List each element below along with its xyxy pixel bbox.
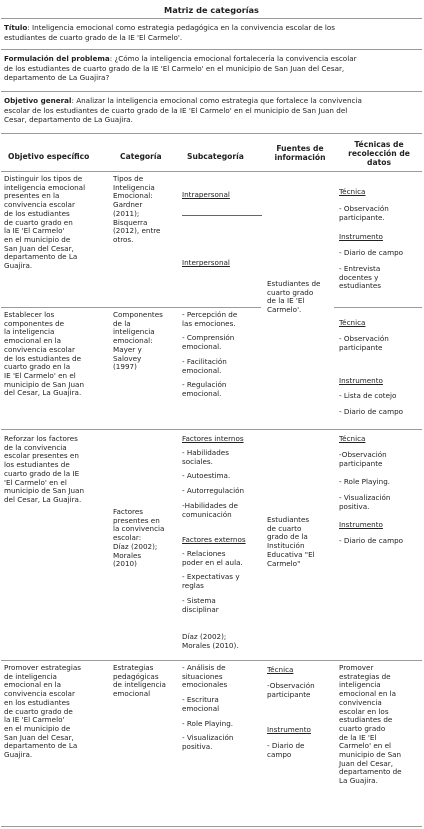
formulacion-problema-line: de los estudiantes de cuarto grado de la IE 'El Carmelo' en el municipio de San Juan del Cesar, <box>4 63 345 73</box>
title-divider <box>1 18 422 19</box>
row3-sub-item: - Relaciones <box>182 549 226 558</box>
row4-objetivo: emocional en la <box>4 680 62 690</box>
row1-objetivo: convivencia escolar <box>4 200 75 210</box>
titulo-label: Título <box>4 23 28 32</box>
fuentes-row3: Institución <box>267 541 305 551</box>
row3-categoria-a: Factores <box>113 507 144 516</box>
row1-categoria: Tipos de <box>113 174 144 183</box>
objetivo-general-divider <box>1 133 422 134</box>
row1-tec-item: estudiantes <box>339 281 382 291</box>
row2-categoria: Componentes <box>113 310 163 319</box>
row1-objetivo: de cuarto grado en <box>4 217 73 227</box>
row1-categoria: Gardner <box>113 200 143 210</box>
row2-sub-item: - Facilitación <box>182 356 227 366</box>
titulo-text: : Inteligencia emocional como estrategia pedagógica en la convivencia escolar de los <box>27 23 336 32</box>
row3-objetivo: Reforzar los factores <box>4 434 78 443</box>
row2-categoria: emocional: <box>113 336 153 346</box>
row1-tec-item: - Entrevista <box>339 264 381 273</box>
row4-objetivo: Promover estrategias <box>4 663 82 672</box>
row2-objetivo: cuarto grado en la <box>4 362 71 372</box>
fuentes-rows-1-2: Estudiantes de <box>267 279 321 288</box>
fuentes-row3: Estudiantes <box>267 515 310 524</box>
objetivo-general-line <box>4 97 362 106</box>
row1-categoria: (2012), entre <box>113 226 161 236</box>
row2-objetivo: convivencia escolar <box>4 344 75 354</box>
fuentes-row3: Educativa "El <box>267 549 315 559</box>
row4-tecnicas: de la IE 'El <box>339 732 377 742</box>
fuentes-row3: de cuarto <box>267 523 302 533</box>
header-tecnicas-recoleccion: recolección de <box>348 149 410 159</box>
row4-fuente-instrumento: Instrumento <box>267 725 311 734</box>
row1-sub-interpersonal: Interpersonal <box>182 258 230 267</box>
row2-categoria: de la <box>113 318 131 328</box>
row4-categoria: pedagógicas <box>113 671 159 681</box>
row4-sub-item: emocional <box>182 703 220 713</box>
row2-categoria: Mayer y <box>113 344 142 354</box>
row3-objetivo: de la convivencia <box>4 442 67 452</box>
row3-sub-item: -Habilidades de <box>182 500 238 510</box>
row4-fuente-item: - Diario de <box>267 741 305 750</box>
row2-objetivo: la inteligencia <box>4 327 55 337</box>
row3-tec-item: positiva. <box>339 501 370 511</box>
fuentes-rows-1-2: cuarto grado <box>267 287 314 297</box>
header-tecnicas-recoleccion: Técnicas de <box>354 140 404 149</box>
row1-objetivo: de los estudiantes <box>4 208 70 218</box>
row1-objetivo: Distinguir los tipos de <box>4 174 83 183</box>
row4-sub-item: - Visualización <box>182 733 234 743</box>
formulacion-problema-line <box>4 55 357 64</box>
row4-tecnicas: Promover <box>339 663 374 672</box>
row4-objetivo: convivencia escolar <box>4 689 75 699</box>
row1-categoria: Emocional: <box>113 191 153 201</box>
row2-categoria: Salovey <box>113 353 142 363</box>
row3-sub-cite: Morales (2010). <box>182 640 239 650</box>
fuentes-row3: Carmelo" <box>267 558 301 568</box>
row1-tec-instrumento: Instrumento <box>339 232 383 241</box>
row2-objetivo: IE 'El Carmelo' en el <box>4 370 76 380</box>
row2-sub-item: emocional. <box>182 365 222 375</box>
row1-sub-separator <box>182 215 262 216</box>
row4-objetivo: Guajira. <box>4 750 33 759</box>
row2-objetivo: componentes de <box>4 318 65 328</box>
titulo-line <box>4 24 335 33</box>
row2-categoria: inteligencia <box>113 327 155 337</box>
row1-objetivo: la IE 'El Carmelo' <box>4 226 65 236</box>
row2-objetivo: del Cesar, La Guajira. <box>4 388 82 398</box>
row1-objetivo: inteligencia emocional <box>4 182 86 192</box>
row1-objetivo: departamento de La <box>4 252 78 262</box>
row2-categoria: (1997) <box>113 362 137 372</box>
row3-sub-item: sociales. <box>182 456 213 466</box>
row3-objetivo: del Cesar, La Guajira. <box>4 494 82 504</box>
row1-objetivo: San Juan del Cesar, <box>4 243 74 253</box>
objetivo-general-line: Cesar, departamento de La Guajira. <box>4 115 133 125</box>
fuentes-rows-1-2: de la IE 'El <box>267 296 305 306</box>
objetivo-general-label: Objetivo general <box>4 96 72 105</box>
row4-objetivo: San Juan del Cesar, <box>4 732 74 742</box>
row1-categoria: Bisquerra <box>113 217 148 227</box>
fuentes-rows-1-2: Carmelo'. <box>267 305 302 315</box>
row3-categoria-a: presentes en <box>113 515 160 525</box>
header-fuentes-informacion: Fuentes de <box>276 144 324 153</box>
row4-categoria: de inteligencia <box>113 680 166 690</box>
row4-fuente-item: -Observación <box>267 681 315 690</box>
row4-tecnicas: departamento de <box>339 767 402 777</box>
row3-sub-item: reglas <box>182 581 204 591</box>
row4-tecnicas: La Guajira. <box>339 776 378 786</box>
row1-tec-item: docentes y <box>339 272 379 282</box>
row4-tecnicas: Juan del Cesar, <box>339 758 394 768</box>
row4-sub-item: - Escritura <box>182 695 219 705</box>
table-title: Matriz de categorías <box>164 5 259 15</box>
row2-sub-item: - Comprensión <box>182 333 235 343</box>
row1-divider-partial <box>1 307 261 308</box>
row3-sub-label-internos: Factores internos <box>182 434 244 443</box>
row3-tec-label: Técnica <box>339 434 366 443</box>
row1-sub-intrapersonal: Intrapersonal <box>182 190 230 199</box>
row4-objetivo: en los estudiantes <box>4 697 70 707</box>
fuentes-row3: grado de la <box>267 532 308 542</box>
row4-sub-item: - Análisis de <box>182 663 226 672</box>
row4-objetivo: de inteligencia <box>4 671 57 681</box>
row3-objetivo: municipio de San Juan <box>4 486 85 496</box>
row1-categoria: (2011); <box>113 208 140 218</box>
row4-tecnicas: estrategias de <box>339 671 391 681</box>
row2-tec-item: participante <box>339 342 383 352</box>
row3-objetivo: escolar presentes en <box>4 451 79 461</box>
row3-sub-item: comunicación <box>182 509 232 519</box>
row2-objetivo: emocional en la <box>4 336 62 346</box>
row1-objetivo: en el municipio de <box>4 234 71 244</box>
row3-sub-item: - Sistema <box>182 595 216 605</box>
row1-tec-label: Técnica <box>339 187 366 196</box>
row3-objetivo: 'El Carmelo' en el <box>4 477 67 487</box>
row2-sub-item: emocional. <box>182 388 222 398</box>
row3-categoria-a: Morales <box>113 550 142 560</box>
row4-sub-item: situaciones <box>182 671 223 681</box>
row4-fuente-item: participante <box>267 689 311 699</box>
row2-divider <box>1 429 422 430</box>
row3-tec-item: -Observación <box>339 450 387 459</box>
row3-sub-label-externos: Factores externos <box>182 535 246 544</box>
row3-tec-item: - Role Playing. <box>339 477 391 486</box>
row1-tec-item: - Diario de campo <box>339 248 404 257</box>
row1-categoria: otros. <box>113 234 134 244</box>
row3-categoria-a: la convivencia <box>113 524 165 534</box>
row3-sub-item: - Habilidades <box>182 448 229 457</box>
row4-tecnicas: escolar en los <box>339 706 389 716</box>
row4-tecnicas: inteligencia <box>339 680 381 690</box>
row2-sub-item: - Percepción de <box>182 310 238 319</box>
row3-tec-item: - Diario de campo <box>339 536 404 545</box>
row4-categoria: emocional <box>113 689 151 699</box>
row2-tec-item: - Lista de cotejo <box>339 391 397 400</box>
row4-sub-item: emocionales <box>182 680 228 690</box>
formulacion-problema-line: departamento de La Guajira? <box>4 73 110 83</box>
row3-sub-item: disciplinar <box>182 604 219 614</box>
row2-tec-label: Técnica <box>339 318 366 327</box>
row2-objetivo: de los estudiantes de <box>4 353 82 363</box>
row2-tec-instrumento: Instrumento <box>339 376 383 385</box>
row4-tecnicas: Carmelo' en el <box>339 741 392 751</box>
row4-fuente-label: Técnica <box>267 665 294 674</box>
row3-tec-item: - Visualización <box>339 493 391 502</box>
row3-tec-item: participante <box>339 458 383 468</box>
formulacion-problema-label: Formulación del problema <box>4 54 110 63</box>
header-categoria: Categoría <box>120 152 162 161</box>
bottom-border <box>1 826 422 827</box>
matriz-de-categorias <box>1 1 422 828</box>
header-tecnicas-recoleccion: datos <box>367 158 391 168</box>
row1-divider-right <box>334 307 422 308</box>
row4-objetivo: de cuarto grado de <box>4 706 73 716</box>
row4-fuente-item: campo <box>267 749 292 759</box>
row3-categoria-a: Díaz (2002); <box>113 541 158 551</box>
row2-sub-item: - Regulación <box>182 380 227 390</box>
row2-tec-item: - Observación <box>339 334 389 343</box>
row3-divider <box>1 660 422 661</box>
row3-objetivo: los estudiantes de <box>4 460 70 470</box>
row4-sub-item: - Role Playing. <box>182 718 234 728</box>
row4-tecnicas: estudiantes de <box>339 715 393 725</box>
row1-objetivo: presentes en la <box>4 191 60 201</box>
row3-sub-item: poder en el aula. <box>182 557 243 567</box>
header-fuentes-informacion: información <box>274 153 326 162</box>
row3-sub-item: - Autoestima. <box>182 471 231 481</box>
row1-categoria: Inteligencia <box>113 182 155 192</box>
row3-objetivo: cuarto grado de la IE <box>4 468 80 478</box>
row1-tec-item: - Observación <box>339 204 389 213</box>
row4-objetivo: departamento de La <box>4 741 78 751</box>
header-objetivo-especifico: Objetivo específico <box>8 152 90 161</box>
row4-objetivo: la IE 'El Carmelo' <box>4 715 65 725</box>
row4-categoria: Estrategias <box>113 663 154 672</box>
row1-tec-item: participante. <box>339 212 385 222</box>
row2-objetivo: Establecer los <box>4 310 55 319</box>
row3-categoria-a: escolar: <box>113 533 142 543</box>
problema-divider <box>1 91 422 92</box>
row3-sub-item: - Autorregulación <box>182 486 245 496</box>
row2-sub-item: las emociones. <box>182 318 236 328</box>
row4-objetivo: en el municipio de <box>4 723 71 733</box>
row3-sub-item: - Expectativas y <box>182 572 240 582</box>
header-subcategoria: Subcategoría <box>187 152 244 161</box>
titulo-line: estudiantes de cuarto grado de la IE 'El Carmelo'. <box>4 32 183 42</box>
row3-tec-instrumento: Instrumento <box>339 520 383 529</box>
formulacion-problema-text: : ¿Cómo la inteligencia emocional fortalecería la convivencia escolar <box>109 54 357 63</box>
objetivo-general-text: : Analizar la inteligencia emocional como estrategia que fortalece la convivencia <box>71 96 362 105</box>
titulo-divider <box>1 49 422 50</box>
row4-tecnicas: municipio de San <box>339 750 402 759</box>
objetivo-general-line: escolar de los estudiantes de cuarto grado de la IE 'El Carmelo' en el municipio de San Juan del <box>4 105 348 115</box>
row1-objetivo: Guajira. <box>4 261 33 270</box>
row2-tec-item: - Diario de campo <box>339 407 404 416</box>
header-divider <box>1 171 422 172</box>
row2-objetivo: municipio de San Juan <box>4 379 85 389</box>
row3-sub-cite: Díaz (2002); <box>182 632 227 641</box>
row3-categoria-a: (2010) <box>113 559 137 569</box>
row4-tecnicas: emocional en la <box>339 689 397 699</box>
row4-tecnicas: convivencia <box>339 697 382 707</box>
row4-tecnicas: cuarto grado <box>339 723 386 733</box>
row2-sub-item: emocional. <box>182 342 222 352</box>
row4-sub-item: positiva. <box>182 741 213 751</box>
